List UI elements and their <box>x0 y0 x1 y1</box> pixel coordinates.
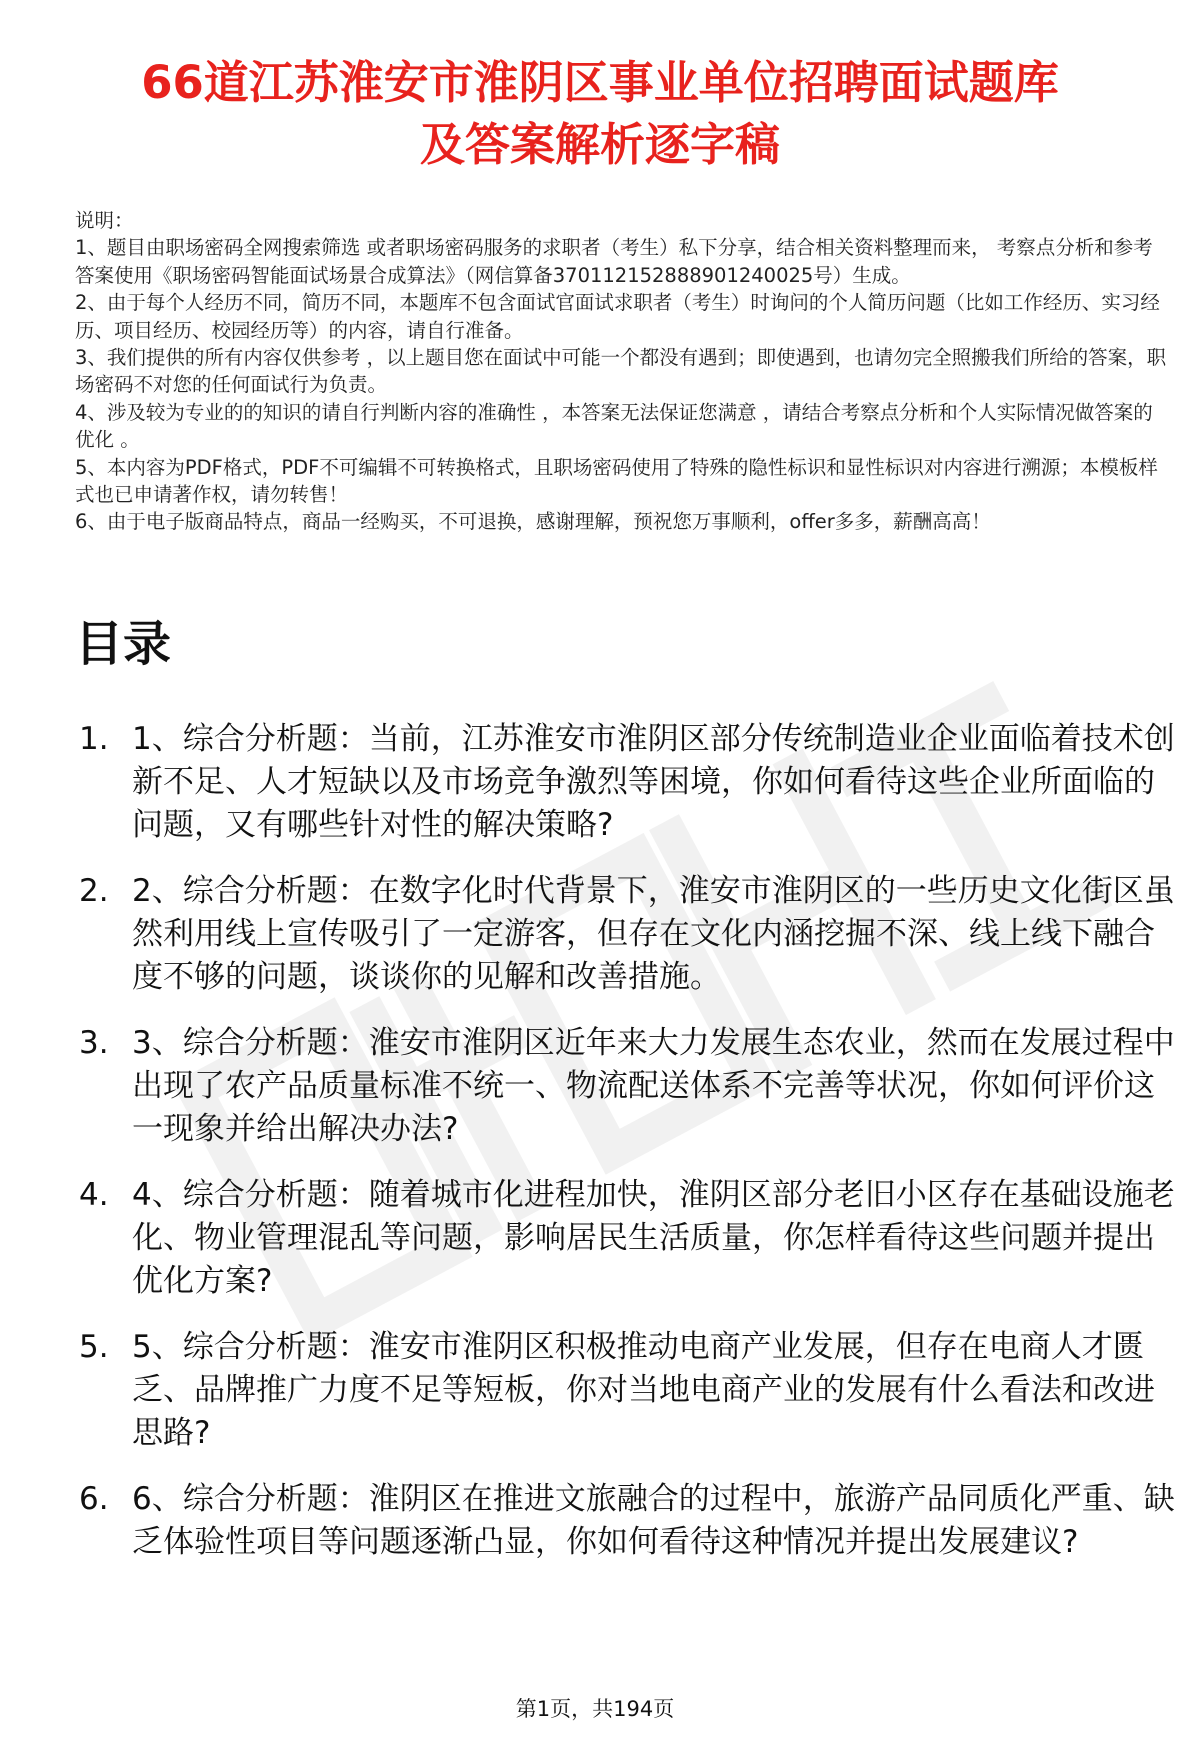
disclaimer-notes <box>75 207 1170 536</box>
toc-item[interactable] <box>75 870 1175 999</box>
toc-item-text: 6、综合分析题：淮阴区在推进文旅融合的过程中，旅游产品同质化严重、缺乏体验性项目等问题逐渐凸显，你如何看待这种情况并提出发展建议? <box>132 1481 1175 1560</box>
title-line-2: 及答案解析逐字稿 <box>419 118 780 171</box>
toc-item-number: 6. <box>79 1481 109 1517</box>
table-of-contents <box>75 718 1175 1587</box>
toc-item-number: 1. <box>79 721 109 757</box>
toc-item-text: 1、综合分析题：当前，江苏淮安市淮阴区部分传统制造业企业面临着技术创新不足、人才短缺以及市场竞争激烈等困境，你如何看待这些企业所面临的问题，又有哪些针对性的解决策略? <box>132 721 1175 843</box>
toc-item[interactable] <box>75 1326 1175 1455</box>
document-title <box>60 52 1140 176</box>
toc-item[interactable] <box>75 1478 1175 1564</box>
note-item: 4、涉及较为专业的的知识的请自行判断内容的准确性 ，本答案无法保证您满意 ，请结合考察点分析和个人实际情况做答案的优化 。 <box>75 400 1153 452</box>
toc-item[interactable] <box>75 1022 1175 1151</box>
toc-item-number: 5. <box>79 1329 109 1365</box>
notes-heading: 说明： <box>75 209 134 232</box>
toc-heading: 目录 <box>75 616 172 672</box>
note-item: 6、由于电子版商品特点，商品一经购买，不可退换，感谢理解，预祝您万事顺利，offer多多，薪酬高高！ <box>75 510 991 534</box>
note-item: 3、我们提供的所有内容仅供参考 ，以上题目您在面试中可能一个都没有遇到；即使遇到，也请勿完全照搬我们所给的答案，职场密码不对您的任何面试行为负责。 <box>75 346 1167 397</box>
toc-item[interactable] <box>75 718 1175 847</box>
toc-item-text: 5、综合分析题：淮安市淮阴区积极推动电商产业发展，但存在电商人才匮乏、品牌推广力度不足等短板，你对当地电商产业的发展有什么看法和改进思路? <box>132 1329 1155 1451</box>
toc-item-text: 2、综合分析题：在数字化时代背景下，淮安市淮阴区的一些历史文化街区虽然利用线上宣传吸引了一定游客，但存在文化内涵挖掘不深、线上线下融合度不够的问题，谈谈你的见解和改善措施。 <box>132 873 1175 995</box>
toc-item-text: 3、综合分析题：淮安市淮阴区近年来大力发展生态农业，然而在发展过程中出现了农产品质量标准不统一、物流配送体系不完善等状况，你如何评价这一现象并给出解决办法? <box>132 1025 1175 1147</box>
toc-item-text: 4、综合分析题：随着城市化进程加快，淮阴区部分老旧小区存在基础设施老化、物业管理混乱等问题，影响居民生活质量，你怎样看待这些问题并提出优化方案? <box>132 1177 1175 1299</box>
toc-item-number: 2. <box>79 873 109 909</box>
toc-item[interactable] <box>75 1174 1175 1303</box>
note-item: 2、由于每个人经历不同，简历不同，本题库不包含面试官面试求职者（考生）时询问的个人简历问题（比如工作经历、实习经历、项目经历、校园经历等）的内容，请自行准备。 <box>75 291 1160 342</box>
title-line-1: 66道江苏淮安市淮阴区事业单位招聘面试题库 <box>141 56 1059 109</box>
note-item: 1、题目由职场密码全网搜索筛选 或者职场密码服务的求职者（考生）私下分享，结合相关资料整理而来， 考察点分析和参考答案使用《职场密码智能面试场景合成算法》（网信算备370112152888901240025号）生成。 <box>75 236 1153 287</box>
page-footer: 第1页，共194页 <box>515 1697 675 1721</box>
toc-item-number: 4. <box>79 1177 109 1213</box>
toc-item-number: 3. <box>79 1025 109 1061</box>
note-item: 5、本内容为PDF格式，PDF不可编辑不可转换格式，且职场密码使用了特殊的隐性标识和显性标识对内容进行溯源；本模板样式也已申请著作权，请勿转售！ <box>75 455 1158 507</box>
